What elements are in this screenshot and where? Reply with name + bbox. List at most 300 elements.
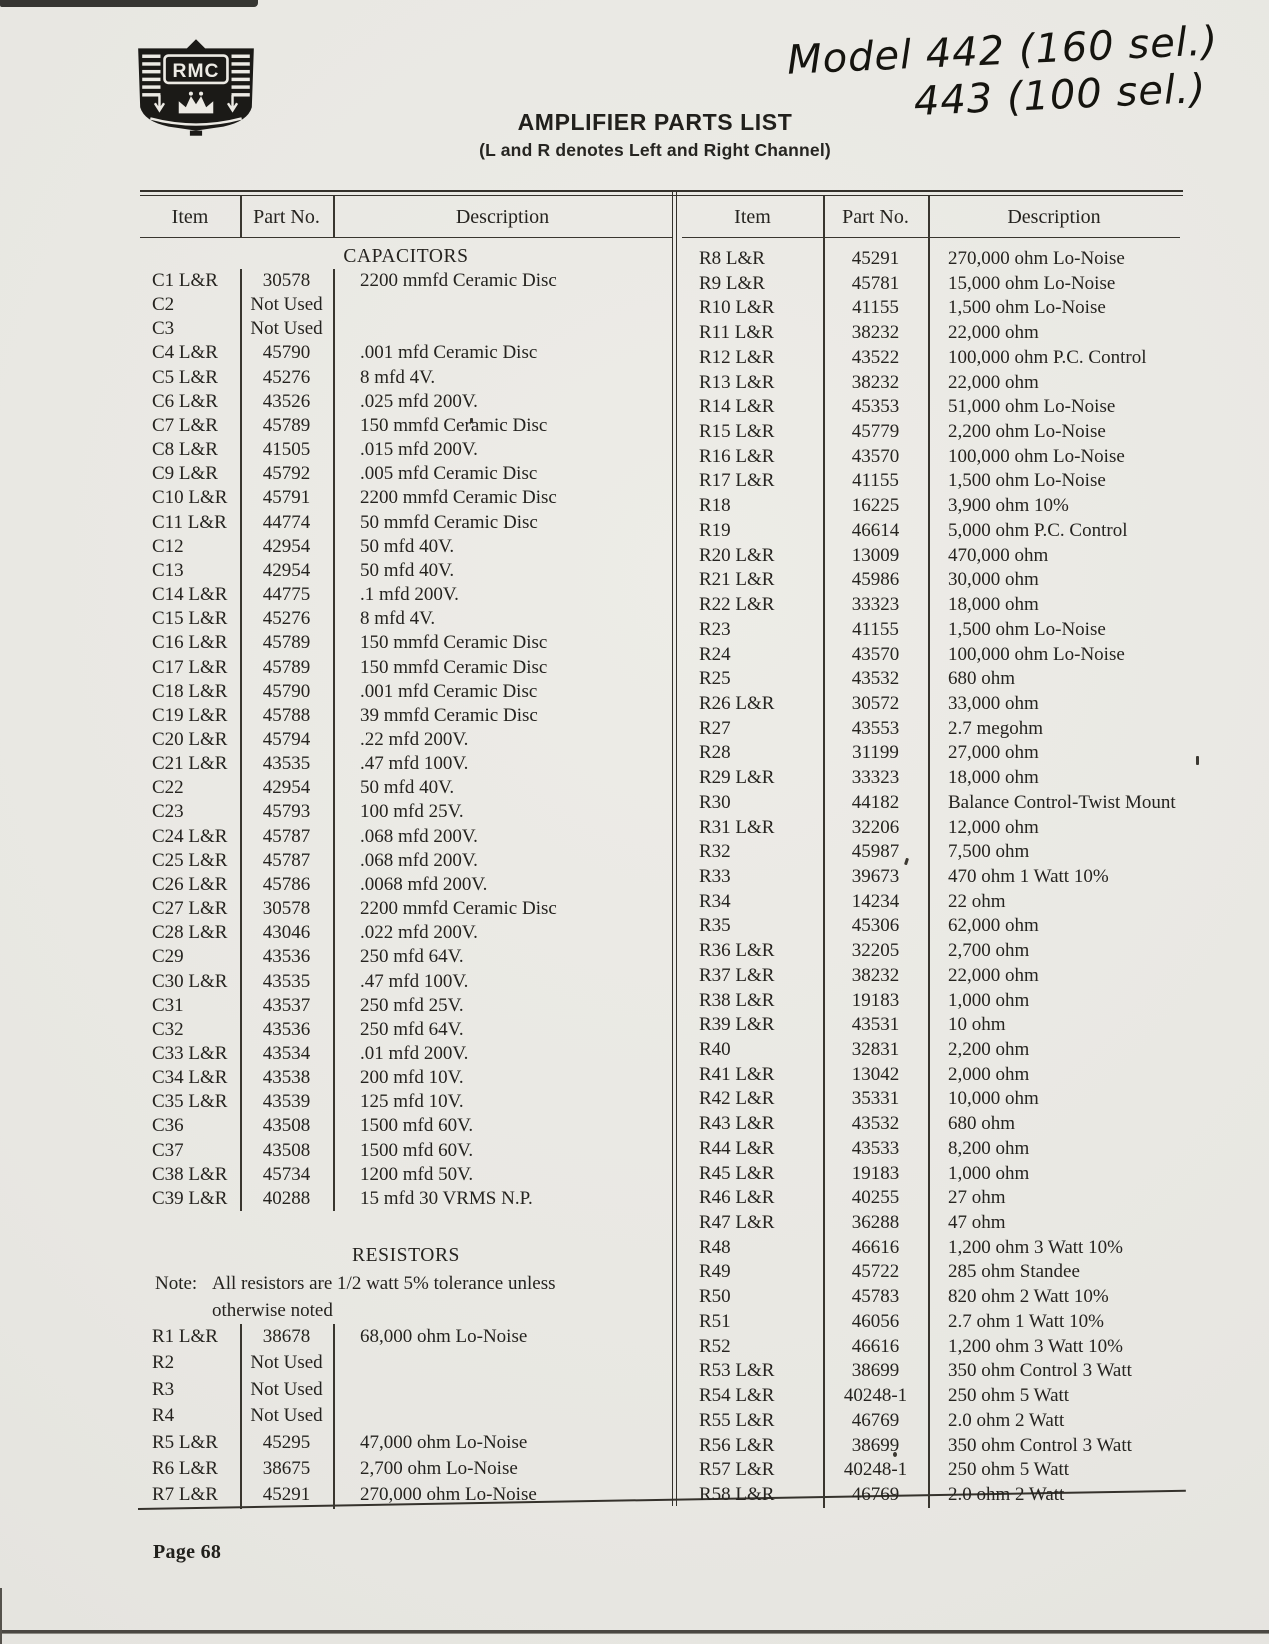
description-cell: 50 mfd 40V. xyxy=(360,559,455,581)
item-cell: R46 L&R xyxy=(699,1187,775,1209)
part-no-cell: 41505 xyxy=(262,439,311,461)
part-no-cell: 43046 xyxy=(262,922,311,944)
item-cell: R31 L&R xyxy=(699,816,775,838)
description-cell: 33,000 ohm xyxy=(948,692,1039,714)
part-no-cell: 46769 xyxy=(851,1409,900,1431)
item-cell: R30 xyxy=(699,791,731,813)
item-cell: C4 L&R xyxy=(152,342,218,364)
item-cell: R27 xyxy=(699,717,731,739)
parts-row xyxy=(682,469,1180,494)
description-cell: 1500 mfd 60V. xyxy=(360,1115,474,1137)
item-cell: C3 xyxy=(152,318,175,340)
parts-row xyxy=(140,438,672,462)
part-no-cell: 45788 xyxy=(262,704,311,726)
part-no-cell: 44182 xyxy=(851,791,900,813)
part-no-cell: 38699 xyxy=(851,1434,900,1456)
parts-row xyxy=(682,1434,1180,1459)
parts-row xyxy=(682,1038,1180,1063)
description-cell: 8 mfd 4V. xyxy=(360,366,436,388)
description-cell: 250 ohm 5 Watt xyxy=(948,1459,1070,1481)
description-cell: 10,000 ohm xyxy=(948,1088,1039,1110)
part-no-cell: 46616 xyxy=(851,1335,900,1357)
parts-row xyxy=(682,1384,1180,1409)
description-cell: .068 mfd 200V. xyxy=(360,849,478,871)
item-cell: R23 xyxy=(699,618,731,640)
part-no-cell: 45291 xyxy=(851,248,900,269)
item-cell: C10 L&R xyxy=(152,487,228,509)
part-no-cell: Not Used xyxy=(250,1405,323,1427)
description-cell: 22 ohm xyxy=(948,890,1006,912)
part-no-cell: 45276 xyxy=(262,608,311,630)
item-cell: C17 L&R xyxy=(152,656,228,678)
part-no-cell: 13042 xyxy=(851,1063,900,1085)
part-no-cell: 41155 xyxy=(852,297,899,319)
description-cell: 50 mmfd Ceramic Disc xyxy=(360,511,538,533)
description-cell: 22,000 ohm xyxy=(948,964,1039,986)
item-cell: R17 L&R xyxy=(699,470,775,492)
part-no-cell: 43539 xyxy=(262,1091,311,1113)
parts-row xyxy=(140,269,672,293)
part-no-cell: 39673 xyxy=(851,865,900,887)
part-no-cell: 41155 xyxy=(852,618,899,640)
part-no-cell: 32206 xyxy=(851,816,900,838)
item-cell: C1 L&R xyxy=(152,270,218,291)
item-cell: R4 xyxy=(152,1405,175,1427)
parts-row xyxy=(140,1163,672,1187)
parts-row xyxy=(682,1409,1180,1434)
parts-row xyxy=(682,1310,1180,1335)
parts-row xyxy=(140,994,672,1018)
item-cell: R7 L&R xyxy=(152,1484,218,1506)
description-cell: 22,000 ohm xyxy=(948,371,1039,393)
description-cell: 51,000 ohm Lo-Noise xyxy=(948,396,1116,418)
part-no-cell: 14234 xyxy=(851,890,900,912)
part-no-cell: 43532 xyxy=(851,668,900,690)
item-cell: R13 L&R xyxy=(699,371,775,393)
description-cell: 7,500 ohm xyxy=(948,841,1030,863)
note-line xyxy=(140,1270,672,1297)
item-cell: R6 L&R xyxy=(152,1458,218,1480)
item-cell: R56 L&R xyxy=(699,1434,775,1456)
parts-row xyxy=(682,1458,1180,1483)
parts-row xyxy=(682,618,1180,643)
part-no-cell: 46769 xyxy=(851,1483,900,1505)
item-cell: C7 L&R xyxy=(152,414,218,436)
part-no-cell: 32831 xyxy=(851,1039,900,1060)
part-no-cell: 43570 xyxy=(851,643,900,665)
item-cell: C2 xyxy=(152,294,175,316)
item-cell: R26 L&R xyxy=(699,692,775,714)
item-cell: R12 L&R xyxy=(699,346,775,368)
item-cell: R53 L&R xyxy=(699,1360,775,1382)
description-cell: 100,000 ohm Lo-Noise xyxy=(948,445,1125,467)
item-cell: C12 xyxy=(152,535,184,557)
description-cell: 15,000 ohm Lo-Noise xyxy=(948,272,1116,294)
description-cell: .47 mfd 100V. xyxy=(360,753,469,775)
item-cell: R52 xyxy=(699,1335,731,1357)
description-cell xyxy=(333,1377,672,1403)
column-divider xyxy=(240,1324,242,1509)
description-cell: .1 mfd 200V. xyxy=(360,584,459,606)
parts-row xyxy=(140,511,672,535)
part-no-cell: 45789 xyxy=(262,414,311,436)
item-cell: R32 xyxy=(699,841,731,863)
parts-row xyxy=(682,346,1180,371)
item-cell: C39 L&R xyxy=(152,1187,228,1209)
parts-row xyxy=(682,667,1180,692)
parts-row xyxy=(140,1018,672,1042)
description-cell: 2.7 megohm xyxy=(948,717,1043,739)
page-subtitle: (L and R denotes Left and Right Channel) xyxy=(479,140,831,160)
description-cell: 250 mfd 25V. xyxy=(360,994,464,1016)
item-cell: R18 xyxy=(699,495,731,517)
part-no-cell: 30578 xyxy=(262,270,311,291)
description-cell: 1,500 ohm Lo-Noise xyxy=(948,618,1106,640)
column-divider xyxy=(240,269,242,1211)
item-cell: R48 xyxy=(699,1236,731,1258)
part-no-cell: 43522 xyxy=(851,346,900,368)
parts-row xyxy=(682,544,1180,569)
part-no-cell: 45786 xyxy=(262,873,311,895)
description-cell: 15 mfd 30 VRMS N.P. xyxy=(360,1187,533,1209)
parts-row xyxy=(140,414,672,438)
item-cell: R51 xyxy=(699,1310,731,1332)
part-no-cell: 40255 xyxy=(851,1187,900,1209)
part-no-cell: Not Used xyxy=(250,1352,323,1374)
logo-text: RMC xyxy=(172,60,220,82)
part-no-cell: 43538 xyxy=(262,1067,311,1089)
description-cell: .005 mfd Ceramic Disc xyxy=(360,463,538,485)
parts-row xyxy=(140,1090,672,1114)
item-cell: C16 L&R xyxy=(152,632,228,654)
description-cell xyxy=(333,1350,672,1376)
description-cell: 1500 mfd 60V. xyxy=(360,1139,474,1161)
parts-row xyxy=(140,1430,672,1456)
part-no-cell: 36288 xyxy=(851,1212,900,1234)
description-cell: 680 ohm xyxy=(948,1113,1016,1135)
description-cell: 50 mfd 40V. xyxy=(360,777,455,799)
part-no-cell: 45781 xyxy=(851,272,900,294)
page-title: AMPLIFIER PARTS LIST xyxy=(517,109,793,135)
part-no-cell: 19183 xyxy=(851,1162,900,1184)
description-cell: 250 mfd 64V. xyxy=(360,946,464,968)
item-cell: R44 L&R xyxy=(699,1137,775,1159)
parts-row xyxy=(140,293,672,317)
description-cell: 2.0 ohm 2 Watt xyxy=(948,1483,1065,1505)
item-cell: C14 L&R xyxy=(152,584,228,606)
description-cell: 2.7 ohm 1 Watt 10% xyxy=(948,1310,1104,1332)
item-cell: C28 L&R xyxy=(152,922,228,944)
center-double-rule xyxy=(672,190,677,1506)
left-parts-table xyxy=(140,196,672,1509)
parts-row xyxy=(682,296,1180,321)
description-cell: Balance Control-Twist Mount xyxy=(948,791,1176,813)
description-cell: 47 ohm xyxy=(948,1212,1006,1234)
item-cell: R54 L&R xyxy=(699,1385,775,1407)
parts-row xyxy=(140,390,672,414)
parts-row xyxy=(140,1377,672,1403)
item-cell: R43 L&R xyxy=(699,1113,775,1135)
description-cell: 150 mmfd Ceramic Disc xyxy=(360,656,548,678)
part-no-cell: 35331 xyxy=(851,1088,900,1110)
scan-speck xyxy=(1196,756,1199,765)
description-cell: 350 ohm Control 3 Watt xyxy=(948,1360,1132,1382)
description-cell: 2.0 ohm 2 Watt xyxy=(948,1409,1065,1431)
part-no-cell: 41155 xyxy=(852,470,899,492)
item-cell: R33 xyxy=(699,865,731,887)
part-no-cell: 40248-1 xyxy=(843,1385,908,1407)
item-cell: R29 L&R xyxy=(699,767,775,789)
part-no-cell: 42954 xyxy=(262,535,311,557)
parts-row xyxy=(682,1112,1180,1137)
item-cell: R15 L&R xyxy=(699,421,775,443)
part-no-cell: 45734 xyxy=(262,1163,311,1185)
item-cell: C19 L&R xyxy=(152,704,228,726)
description-cell: 2200 mmfd Ceramic Disc xyxy=(360,898,557,920)
parts-row xyxy=(140,728,672,752)
item-cell: R47 L&R xyxy=(699,1212,775,1234)
parts-row xyxy=(140,631,672,655)
part-no-cell: 16225 xyxy=(851,495,900,517)
part-no-cell: 42954 xyxy=(262,559,311,581)
item-cell: C23 xyxy=(152,801,184,823)
description-cell: 200 mfd 10V. xyxy=(360,1067,464,1089)
part-no-cell: Not Used xyxy=(250,318,323,340)
part-no-cell: 45987 xyxy=(851,841,900,863)
scan-artifact-left-edge xyxy=(0,1588,2,1644)
part-no-cell: 45787 xyxy=(262,849,311,871)
description-cell: 5,000 ohm P.C. Control xyxy=(948,519,1128,541)
part-no-cell: 45790 xyxy=(262,342,311,364)
description-cell: 2,700 ohm Lo-Noise xyxy=(360,1458,518,1480)
part-no-cell: 46616 xyxy=(851,1236,900,1258)
description-cell: 18,000 ohm xyxy=(948,767,1039,789)
description-cell: 270,000 ohm Lo-Noise xyxy=(948,248,1125,269)
item-cell: C20 L&R xyxy=(152,728,228,750)
description-cell: 125 mfd 10V. xyxy=(360,1091,464,1113)
part-no-cell: 40248-1 xyxy=(843,1459,908,1481)
description-cell: .001 mfd Ceramic Disc xyxy=(360,342,538,364)
description-cell xyxy=(333,1403,672,1429)
part-no-cell: 45792 xyxy=(262,463,311,485)
parts-row xyxy=(682,717,1180,742)
description-cell: 470 ohm 1 Watt 10% xyxy=(948,865,1109,887)
parts-row xyxy=(140,366,672,390)
parts-row xyxy=(140,535,672,559)
parts-row xyxy=(140,607,672,631)
handwritten-line-1: Model 442 (160 sel.) xyxy=(785,18,1219,84)
description-cell: 27,000 ohm xyxy=(948,742,1039,764)
item-cell: C9 L&R xyxy=(152,463,218,485)
description-cell: .015 mfd 200V. xyxy=(360,439,478,461)
part-no-cell: 33323 xyxy=(851,594,900,616)
parts-row xyxy=(140,656,672,680)
item-cell: R38 L&R xyxy=(699,989,775,1011)
part-no-cell: 43537 xyxy=(262,994,311,1016)
item-cell: C22 xyxy=(152,777,184,799)
parts-row xyxy=(140,1114,672,1138)
parts-row xyxy=(682,247,1180,272)
description-cell: 39 mmfd Ceramic Disc xyxy=(360,704,538,726)
right-parts-table xyxy=(682,196,1180,1508)
item-cell: C35 L&R xyxy=(152,1091,228,1113)
item-cell: R22 L&R xyxy=(699,594,775,616)
item-cell: R45 L&R xyxy=(699,1162,775,1184)
part-no-cell: 38232 xyxy=(851,964,900,986)
item-cell: R42 L&R xyxy=(699,1088,775,1110)
left-table-header xyxy=(140,196,672,238)
parts-row xyxy=(140,1324,672,1350)
parts-row xyxy=(140,583,672,607)
item-cell: R16 L&R xyxy=(699,445,775,467)
part-no-cell: 45793 xyxy=(262,801,311,823)
part-no-cell: 45789 xyxy=(262,632,311,654)
parts-row xyxy=(682,593,1180,618)
resistor-rows xyxy=(140,1324,672,1509)
column-divider xyxy=(928,196,930,237)
parts-row xyxy=(682,989,1180,1014)
description-cell: 100,000 ohm Lo-Noise xyxy=(948,643,1125,665)
parts-row xyxy=(682,840,1180,865)
part-no-cell: Not Used xyxy=(250,1378,323,1400)
parts-row xyxy=(682,494,1180,519)
parts-row xyxy=(682,890,1180,915)
parts-row xyxy=(682,1063,1180,1088)
part-no-cell: 43533 xyxy=(851,1137,900,1159)
description-cell: 2,000 ohm xyxy=(948,1063,1030,1085)
description-cell: 30,000 ohm xyxy=(948,569,1039,591)
scan-artifact-bottom-line-light xyxy=(0,1633,1269,1634)
description-cell: 18,000 ohm xyxy=(948,594,1039,616)
parts-row xyxy=(682,939,1180,964)
part-no-cell: 43531 xyxy=(851,1014,900,1036)
section-title: RESISTORS xyxy=(352,1245,460,1267)
parts-row xyxy=(682,321,1180,346)
parts-row xyxy=(682,519,1180,544)
description-cell: 150 mmfd Ceramic Disc xyxy=(360,414,548,436)
parts-row xyxy=(682,395,1180,420)
parts-row xyxy=(140,897,672,921)
parts-row xyxy=(140,945,672,969)
parts-row xyxy=(140,704,672,728)
rmc-logo xyxy=(128,36,264,138)
description-cell: 2,200 ohm xyxy=(948,1039,1030,1060)
description-cell: 12,000 ohm xyxy=(948,816,1039,838)
item-cell: C27 L&R xyxy=(152,898,228,920)
part-no-cell: 45306 xyxy=(851,915,900,937)
parts-row xyxy=(682,766,1180,791)
item-cell: R21 L&R xyxy=(699,569,775,591)
parts-row xyxy=(682,914,1180,939)
item-cell: R20 L&R xyxy=(699,544,775,566)
part-no-cell: 45353 xyxy=(851,396,900,418)
part-no-cell: 33323 xyxy=(851,767,900,789)
parts-row xyxy=(140,825,672,849)
column-header-description: Description xyxy=(1007,206,1101,228)
part-no-cell: 43553 xyxy=(851,717,900,739)
item-cell: R10 L&R xyxy=(699,297,775,319)
part-no-cell: 40288 xyxy=(262,1187,311,1209)
item-cell: C6 L&R xyxy=(152,390,218,412)
item-cell: R55 L&R xyxy=(699,1409,775,1431)
parts-row xyxy=(140,559,672,583)
description-cell: 1,500 ohm Lo-Noise xyxy=(948,470,1106,492)
description-cell: .47 mfd 100V. xyxy=(360,970,469,992)
column-divider xyxy=(823,238,825,1508)
parts-row xyxy=(682,1236,1180,1261)
part-no-cell: 43532 xyxy=(851,1113,900,1135)
part-no-cell: 31199 xyxy=(852,742,899,764)
description-cell: 10 ohm xyxy=(948,1014,1006,1036)
parts-row xyxy=(682,1285,1180,1310)
item-cell: R25 xyxy=(699,668,731,690)
part-no-cell: 45291 xyxy=(262,1484,311,1506)
part-no-cell: 44775 xyxy=(262,584,311,606)
part-no-cell: 45790 xyxy=(262,680,311,702)
parts-row xyxy=(682,272,1180,297)
tolerance-note xyxy=(140,1270,672,1324)
item-cell: R58 L&R xyxy=(699,1483,775,1505)
description-cell: 250 ohm 5 Watt xyxy=(948,1385,1070,1407)
description-cell: .001 mfd Ceramic Disc xyxy=(360,680,538,702)
part-no-cell: 38678 xyxy=(262,1326,311,1348)
description-cell: 680 ohm xyxy=(948,668,1016,690)
description-cell: 1,200 ohm 3 Watt 10% xyxy=(948,1236,1123,1258)
part-no-cell: 45722 xyxy=(851,1261,900,1283)
note-line: otherwise noted xyxy=(212,1300,333,1322)
part-no-cell: 30572 xyxy=(851,692,900,714)
part-no-cell: 45276 xyxy=(262,366,311,388)
description-cell: 50 mfd 40V. xyxy=(360,535,455,557)
part-no-cell: 43536 xyxy=(262,946,311,968)
item-cell: R14 L&R xyxy=(699,396,775,418)
description-cell: 1,500 ohm Lo-Noise xyxy=(948,297,1106,319)
parts-row xyxy=(682,865,1180,890)
description-cell: 68,000 ohm Lo-Noise xyxy=(360,1326,528,1348)
item-cell: C24 L&R xyxy=(152,825,228,847)
part-no-cell: 43508 xyxy=(262,1115,311,1137)
parts-row xyxy=(682,741,1180,766)
parts-row xyxy=(140,341,672,365)
parts-row xyxy=(140,752,672,776)
item-cell: C38 L&R xyxy=(152,1163,228,1185)
page-number: Page 68 xyxy=(153,1541,222,1563)
parts-row xyxy=(682,420,1180,445)
part-no-cell: 43535 xyxy=(262,753,311,775)
description-cell: 1,000 ohm xyxy=(948,1162,1030,1184)
capacitor-rows xyxy=(140,269,672,1211)
parts-row xyxy=(682,568,1180,593)
item-cell: R8 L&R xyxy=(699,248,765,269)
item-cell: R41 L&R xyxy=(699,1063,775,1085)
heading-block xyxy=(340,109,970,161)
part-no-cell: 46056 xyxy=(851,1310,900,1332)
description-cell: .025 mfd 200V. xyxy=(360,390,478,412)
description-cell: 1,200 ohm 3 Watt 10% xyxy=(948,1335,1123,1357)
column-header-part-no: Part No. xyxy=(253,206,320,228)
part-no-cell: 45295 xyxy=(262,1431,311,1453)
parts-row xyxy=(140,317,672,341)
part-no-cell: 42954 xyxy=(262,777,311,799)
part-no-cell: 43526 xyxy=(262,390,311,412)
column-divider xyxy=(928,238,930,1508)
part-no-cell: 45783 xyxy=(851,1286,900,1308)
part-no-cell: Not Used xyxy=(250,294,323,316)
part-no-cell: 30578 xyxy=(262,898,311,920)
item-cell: R39 L&R xyxy=(699,1014,775,1036)
note-text: All resistors are 1/2 watt 5% tolerance unless xyxy=(212,1273,556,1295)
item-cell: R40 xyxy=(699,1039,731,1060)
